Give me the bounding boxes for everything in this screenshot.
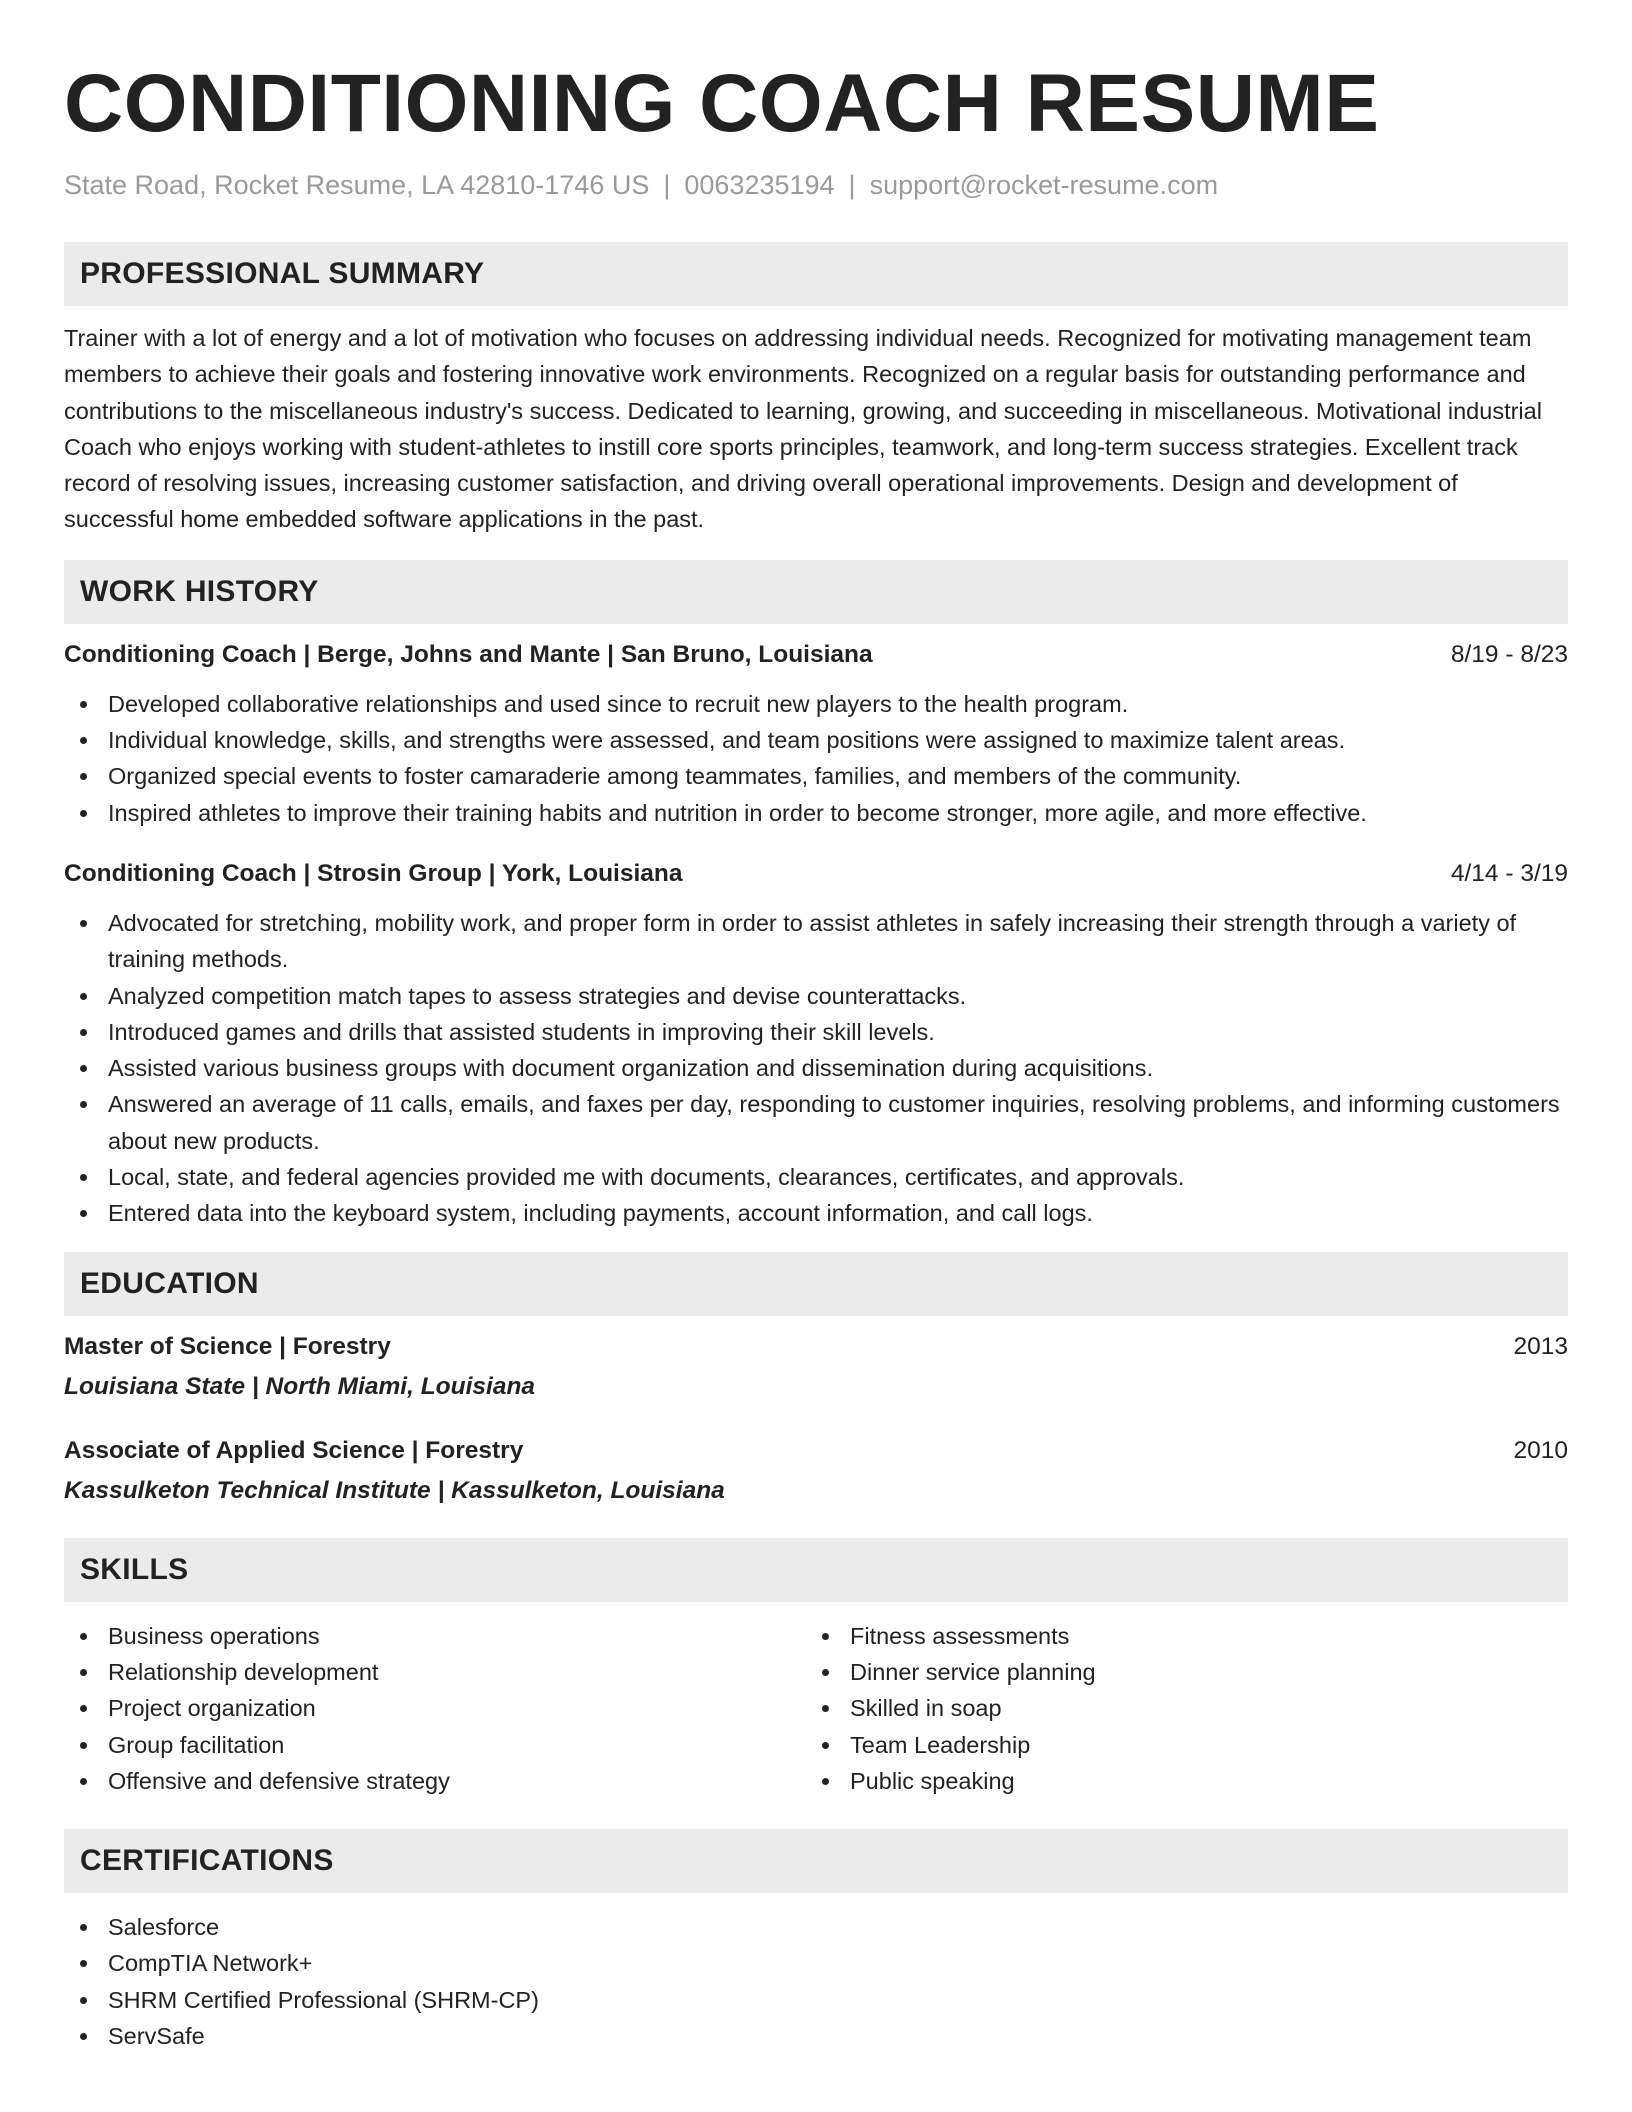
- summary-text: Trainer with a lot of energy and a lot of motivation who focuses on addressing individual needs. Recognized for motivating management team members to achieve their goals and fostering innovative work environments. Recognized on a regular basis for outstanding performance and contributions to the miscellaneous industry's success. Dedicated to learning, growing, and succeeding in miscellaneous. Motivational industrial Coach who enjoys working with student-athletes to instill core sports principles, teamwork, and long-term success strategies. Excellent track record of resolving issues, increasing customer satisfaction, and driving overall operational improvements. Design and development of successful home embedded software applications in the past.: [64, 325, 1542, 533]
- list-item: CompTIA Network+: [64, 1945, 1568, 1981]
- list-item: Skilled in soap: [806, 1690, 1548, 1726]
- list-item: Individual knowledge, skills, and strengths were assessed, and team positions were assigned to maximize talent areas.: [64, 722, 1568, 758]
- list-item: Dinner service planning: [806, 1654, 1548, 1690]
- resume-page: [64, 56, 1568, 2054]
- list-item: Fitness assessments: [806, 1618, 1548, 1654]
- list-item: Entered data into the keyboard system, including payments, account information, and call logs.: [64, 1195, 1568, 1231]
- job-bullets: [64, 905, 1568, 1232]
- list-item: ServSafe: [64, 2018, 1568, 2054]
- job-entry: [64, 638, 1568, 831]
- job-header: [64, 638, 1568, 672]
- list-item: Group facilitation: [64, 1727, 806, 1763]
- list-item: Analyzed competition match tapes to assess strategies and devise counterattacks.: [64, 978, 1568, 1014]
- education-degree: Master of Science | Forestry: [64, 1332, 391, 1360]
- education-header: [64, 1330, 1568, 1364]
- list-item: Answered an average of 11 calls, emails, and faxes per day, responding to customer inquiries, resolving problems, and informing customers about new products.: [64, 1086, 1568, 1159]
- education-year: 2013: [1513, 1332, 1568, 1360]
- list-item: Developed collaborative relationships and used since to recruit new players to the health program.: [64, 686, 1568, 722]
- job-bullets: [64, 686, 1568, 831]
- contact-separator: |: [848, 170, 856, 200]
- skills-column-right: [806, 1618, 1548, 1799]
- education-year: 2010: [1513, 1436, 1568, 1464]
- contact-separator: |: [663, 170, 671, 200]
- education-degree: Associate of Applied Science | Forestry: [64, 1436, 524, 1464]
- education-entry: [64, 1330, 1568, 1404]
- list-item: Team Leadership: [806, 1727, 1548, 1763]
- list-item: Salesforce: [64, 1909, 1568, 1945]
- list-item: Relationship development: [64, 1654, 806, 1690]
- list-item: Public speaking: [806, 1763, 1548, 1799]
- list-item: Introduced games and drills that assisted students in improving their skill levels.: [64, 1014, 1568, 1050]
- list-item: Project organization: [64, 1690, 806, 1726]
- list-item: SHRM Certified Professional (SHRM-CP): [64, 1982, 1568, 2018]
- job-header: [64, 857, 1568, 891]
- education-school: Kassulketon Technical Institute | Kassulketon, Louisiana: [64, 1476, 725, 1504]
- certifications-heading: CERTIFICATIONS: [64, 1829, 1568, 1893]
- list-item: Local, state, and federal agencies provided me with documents, clearances, certificates, and approvals.: [64, 1159, 1568, 1195]
- job-entry: [64, 857, 1568, 1232]
- contact-email: support@rocket-resume.com: [869, 170, 1219, 200]
- job-title: Conditioning Coach | Strosin Group | York, Louisiana: [64, 859, 683, 887]
- list-item: Offensive and defensive strategy: [64, 1763, 806, 1799]
- resume-title: CONDITIONING COACH RESUME: [64, 58, 1380, 149]
- summary-heading: PROFESSIONAL SUMMARY: [64, 242, 1568, 306]
- education-entry: [64, 1434, 1568, 1508]
- list-item: Inspired athletes to improve their training habits and nutrition in order to become stronger, more agile, and more effective.: [64, 795, 1568, 831]
- education-school: Louisiana State | North Miami, Louisiana: [64, 1372, 536, 1400]
- education-heading: EDUCATION: [64, 1252, 1568, 1316]
- list-item: Organized special events to foster camaraderie among teammates, families, and members of the community.: [64, 758, 1568, 794]
- list-item: Advocated for stretching, mobility work, and proper form in order to assist athletes in safely increasing their strength through a variety of training methods.: [64, 905, 1568, 978]
- contact-line: [64, 168, 1568, 202]
- work-history-heading: WORK HISTORY: [64, 560, 1568, 624]
- list-item: Business operations: [64, 1618, 806, 1654]
- skills-column-left: [64, 1618, 806, 1799]
- list-item: Assisted various business groups with document organization and dissemination during acquisitions.: [64, 1050, 1568, 1086]
- job-title: Conditioning Coach | Berge, Johns and Mante | San Bruno, Louisiana: [64, 640, 873, 668]
- contact-phone: 0063235194: [684, 170, 835, 200]
- job-dates: 8/19 - 8/23: [1450, 640, 1568, 668]
- skills-grid: [64, 1618, 1568, 1799]
- skills-heading: SKILLS: [64, 1538, 1568, 1602]
- job-dates: 4/14 - 3/19: [1450, 859, 1568, 887]
- education-header: [64, 1434, 1568, 1468]
- certifications-list: [64, 1909, 1568, 2054]
- contact-address: State Road, Rocket Resume, LA 42810-1746 US: [64, 170, 650, 200]
